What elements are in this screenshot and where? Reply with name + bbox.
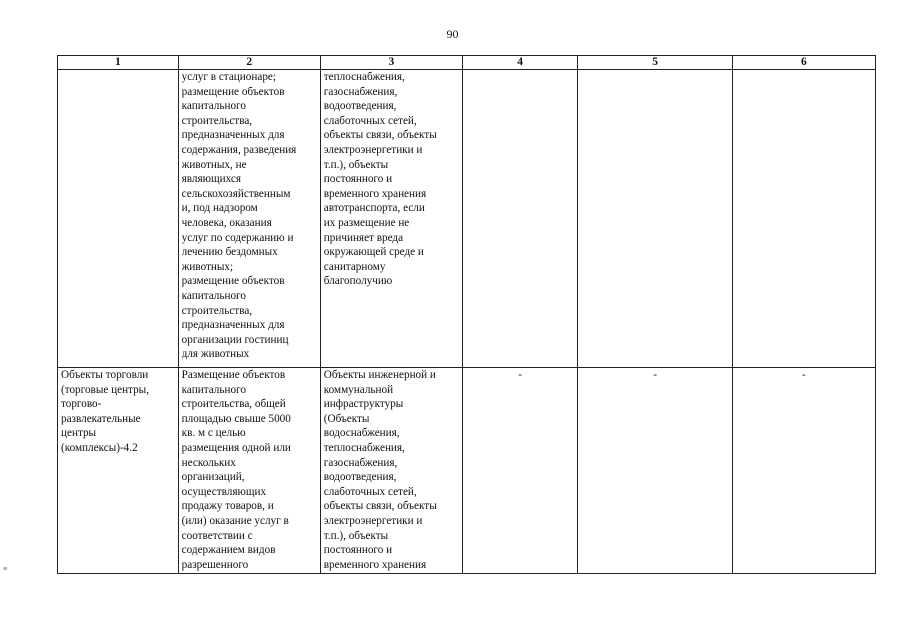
text-line: размещения одной или: [181, 441, 291, 454]
text-line: организаций,: [181, 471, 245, 484]
cell-use-description: [178, 368, 320, 574]
cell-col-5: -: [578, 368, 732, 574]
cell-use-description: [178, 70, 320, 368]
text-line: соответствии с: [181, 529, 253, 542]
text-line: т.п.), объекты: [323, 158, 389, 171]
text-line: теплоснабжения,: [323, 71, 405, 83]
text-line: т.п.), объекты: [323, 529, 389, 542]
text-line: осуществляющих: [181, 485, 267, 498]
regulation-table: [57, 55, 876, 574]
cell-auxiliary-uses: [320, 70, 462, 368]
text-line: Объекты торговли: [61, 369, 149, 381]
text-line: содержанием видов: [181, 544, 276, 557]
page-number: 90: [446, 27, 459, 41]
text-line: (или) оказание услуг в: [181, 514, 289, 527]
header-col-6: 6: [732, 56, 875, 70]
text-line: центры: [61, 427, 97, 440]
text-line: (Объекты: [323, 412, 370, 425]
text-line: постоянного и: [323, 544, 393, 557]
text-line: временного хранения: [323, 187, 427, 200]
text-line: содержания, разведения: [181, 143, 297, 156]
cell-use-name: [58, 70, 179, 368]
text-line: причиняет вреда: [323, 231, 404, 244]
text-line: животных;: [181, 260, 234, 273]
header-col-1: 1: [58, 56, 179, 70]
text-line: строительства, общей: [181, 398, 286, 411]
header-col-5: 5: [578, 56, 732, 70]
text-line: предназначенных для: [181, 319, 285, 332]
text-line: площадью свыше 5000: [181, 412, 291, 425]
text-line: водоотведения,: [323, 100, 397, 113]
text-line: (комплексы)-4.2: [61, 441, 138, 454]
text-line: нескольких: [181, 456, 236, 469]
text-line: объекты связи, объекты: [323, 500, 437, 513]
cell-col-4: [462, 70, 578, 368]
scan-edge-mark: ≡: [3, 564, 8, 573]
text-line: человека, оказания: [181, 216, 272, 229]
cell-col-5: [578, 70, 732, 368]
text-line: газоснабжения,: [323, 85, 398, 98]
header-col-2: 2: [178, 56, 320, 70]
header-col-3: 3: [320, 56, 462, 70]
text-line: окружающей среде и: [323, 246, 424, 259]
text-line: услуг по содержанию и: [181, 231, 294, 244]
text-line: водоотведения,: [323, 471, 397, 484]
text-line: разрешенного: [181, 558, 249, 571]
text-line: (торговые центры,: [61, 383, 149, 396]
text-line: продажу товаров, и: [181, 500, 274, 513]
cell-col-6: [732, 70, 875, 368]
text-line: для животных: [181, 348, 250, 361]
text-line: Объекты инженерной и: [323, 369, 436, 381]
cell-col-6: -: [732, 368, 875, 574]
text-line: благополучию: [323, 275, 393, 288]
text-line: слаботочных сетей,: [323, 485, 417, 498]
text-line: Размещение объектов: [181, 369, 286, 381]
header-row: [58, 56, 876, 70]
text-line: строительства,: [181, 114, 253, 127]
text-line: и, под надзором: [181, 202, 258, 215]
text-line: животных, не: [181, 158, 247, 171]
text-line: слаботочных сетей,: [323, 114, 417, 127]
text-line: предназначенных для: [181, 129, 285, 142]
text-line: организации гостиниц: [181, 333, 289, 346]
table-row: [58, 368, 876, 574]
text-line: капитального: [181, 100, 246, 113]
text-line: капитального: [181, 383, 246, 396]
text-line: кв. м с целью: [181, 427, 246, 440]
text-line: строительства,: [181, 304, 253, 317]
text-line: инфраструктуры: [323, 398, 404, 411]
text-line: электроэнергетики и: [323, 514, 423, 527]
text-line: сельскохозяйственным: [181, 187, 291, 200]
text-line: лечению бездомных: [181, 246, 278, 259]
text-line: водоснабжения,: [323, 427, 400, 440]
text-line: услуг в стационаре;: [181, 71, 276, 83]
text-line: размещение объектов: [181, 275, 285, 288]
text-line: постоянного и: [323, 173, 393, 186]
text-line: капитального: [181, 289, 246, 302]
text-line: санитарному: [323, 260, 386, 273]
text-line: газоснабжения,: [323, 456, 398, 469]
text-line: теплоснабжения,: [323, 441, 405, 454]
text-line: размещение объектов: [181, 85, 285, 98]
text-line: развлекательные: [61, 412, 141, 425]
text-line: автотранспорта, если: [323, 202, 425, 215]
table-row: [58, 70, 876, 368]
text-line: электроэнергетики и: [323, 143, 423, 156]
text-line: объекты связи, объекты: [323, 129, 437, 142]
text-line: их размещение не: [323, 216, 410, 229]
cell-col-4: -: [462, 368, 578, 574]
text-line: временного хранения: [323, 558, 427, 571]
header-col-4: 4: [462, 56, 578, 70]
text-line: являющихся: [181, 173, 241, 186]
text-line: торгово-: [61, 398, 102, 411]
cell-use-name: [58, 368, 179, 574]
text-line: коммунальной: [323, 383, 394, 396]
cell-auxiliary-uses: [320, 368, 462, 574]
